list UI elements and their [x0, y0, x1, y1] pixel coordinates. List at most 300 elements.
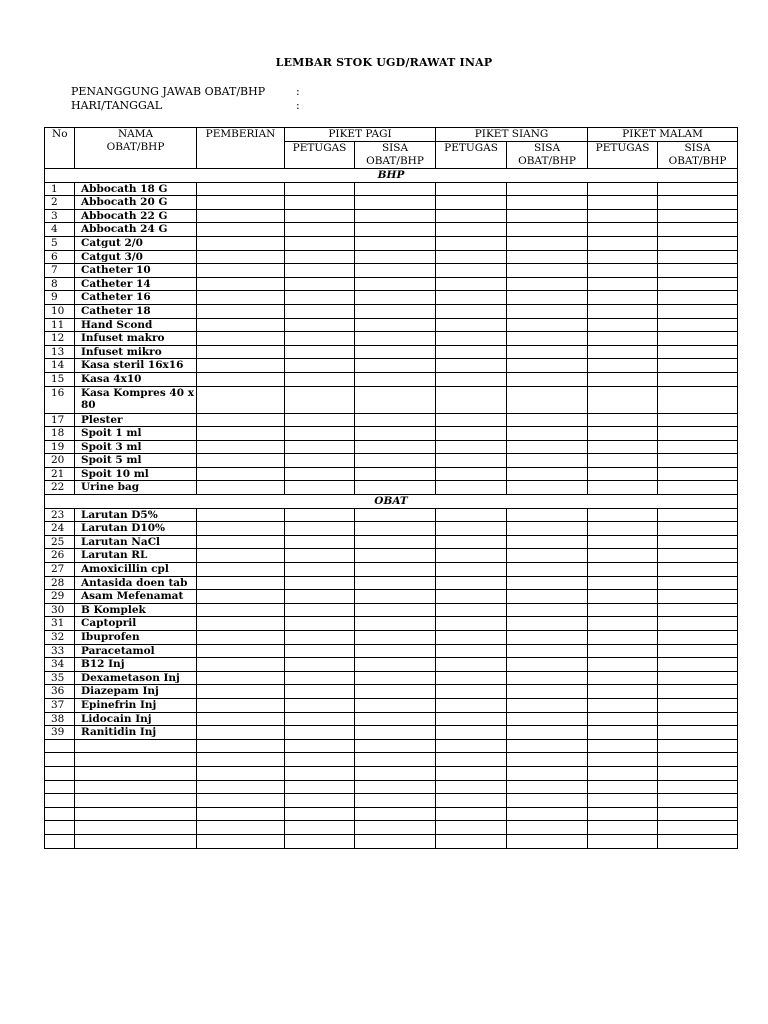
cell-malam-petugas[interactable] — [588, 712, 658, 726]
cell-siang-petugas[interactable] — [436, 658, 507, 672]
cell-malam-petugas[interactable] — [588, 467, 658, 481]
cell-pagi-sisa[interactable] — [355, 182, 436, 196]
cell-malam-sisa[interactable] — [658, 603, 738, 617]
cell-pagi-sisa[interactable] — [355, 291, 436, 305]
cell-malam-petugas[interactable] — [588, 726, 658, 740]
cell-pagi-sisa[interactable] — [355, 454, 436, 468]
cell-malam-sisa[interactable] — [658, 726, 738, 740]
cell-pagi-sisa[interactable] — [355, 712, 436, 726]
cell-pagi-petugas[interactable] — [285, 807, 355, 821]
cell-siang-sisa[interactable] — [507, 821, 588, 835]
cell-siang-petugas[interactable] — [436, 427, 507, 441]
cell-pemberian[interactable] — [197, 631, 285, 645]
cell-siang-sisa[interactable] — [507, 780, 588, 794]
cell-malam-sisa[interactable] — [658, 386, 738, 413]
cell-siang-sisa[interactable] — [507, 698, 588, 712]
cell-pagi-petugas[interactable] — [285, 345, 355, 359]
cell-pagi-petugas[interactable] — [285, 726, 355, 740]
cell-malam-sisa[interactable] — [658, 821, 738, 835]
cell-siang-petugas[interactable] — [436, 264, 507, 278]
cell-pagi-petugas[interactable] — [285, 671, 355, 685]
cell-siang-petugas[interactable] — [436, 318, 507, 332]
cell-pagi-sisa[interactable] — [355, 481, 436, 495]
cell-malam-sisa[interactable] — [658, 291, 738, 305]
cell-pagi-petugas[interactable] — [285, 291, 355, 305]
cell-malam-sisa[interactable] — [658, 780, 738, 794]
cell-malam-sisa[interactable] — [658, 590, 738, 604]
cell-siang-sisa[interactable] — [507, 617, 588, 631]
cell-pagi-petugas[interactable] — [285, 712, 355, 726]
cell-siang-sisa[interactable] — [507, 440, 588, 454]
cell-pemberian[interactable] — [197, 467, 285, 481]
cell-pagi-petugas[interactable] — [285, 794, 355, 808]
cell-malam-sisa[interactable] — [658, 617, 738, 631]
cell-siang-petugas[interactable] — [436, 345, 507, 359]
cell-pemberian[interactable] — [197, 454, 285, 468]
cell-pagi-sisa[interactable] — [355, 277, 436, 291]
cell-malam-petugas[interactable] — [588, 631, 658, 645]
cell-pagi-sisa[interactable] — [355, 304, 436, 318]
cell-malam-petugas[interactable] — [588, 576, 658, 590]
cell-siang-sisa[interactable] — [507, 481, 588, 495]
cell-pemberian[interactable] — [197, 332, 285, 346]
cell-siang-petugas[interactable] — [436, 454, 507, 468]
cell-siang-sisa[interactable] — [507, 427, 588, 441]
cell-malam-petugas[interactable] — [588, 182, 658, 196]
cell-malam-petugas[interactable] — [588, 481, 658, 495]
cell-pagi-sisa[interactable] — [355, 467, 436, 481]
cell-malam-sisa[interactable] — [658, 427, 738, 441]
cell-siang-sisa[interactable] — [507, 766, 588, 780]
cell-siang-sisa[interactable] — [507, 631, 588, 645]
cell-pagi-petugas[interactable] — [285, 332, 355, 346]
cell-pemberian[interactable] — [197, 182, 285, 196]
cell-pagi-sisa[interactable] — [355, 440, 436, 454]
cell-siang-petugas[interactable] — [436, 603, 507, 617]
cell-siang-petugas[interactable] — [436, 291, 507, 305]
cell-malam-sisa[interactable] — [658, 563, 738, 577]
cell-pemberian[interactable] — [197, 372, 285, 386]
cell-siang-petugas[interactable] — [436, 644, 507, 658]
cell-pemberian[interactable] — [197, 766, 285, 780]
cell-pagi-sisa[interactable] — [355, 631, 436, 645]
cell-name[interactable] — [75, 834, 197, 848]
cell-siang-sisa[interactable] — [507, 277, 588, 291]
cell-malam-petugas[interactable] — [588, 196, 658, 210]
cell-malam-sisa[interactable] — [658, 807, 738, 821]
cell-pagi-sisa[interactable] — [355, 617, 436, 631]
cell-siang-sisa[interactable] — [507, 794, 588, 808]
cell-pagi-petugas[interactable] — [285, 413, 355, 427]
cell-malam-sisa[interactable] — [658, 440, 738, 454]
cell-no[interactable] — [45, 780, 75, 794]
cell-malam-sisa[interactable] — [658, 304, 738, 318]
cell-siang-sisa[interactable] — [507, 549, 588, 563]
cell-name[interactable] — [75, 753, 197, 767]
cell-malam-sisa[interactable] — [658, 753, 738, 767]
cell-pagi-sisa[interactable] — [355, 223, 436, 237]
cell-malam-sisa[interactable] — [658, 522, 738, 536]
cell-siang-petugas[interactable] — [436, 522, 507, 536]
cell-pemberian[interactable] — [197, 264, 285, 278]
cell-pagi-sisa[interactable] — [355, 535, 436, 549]
cell-malam-petugas[interactable] — [588, 563, 658, 577]
cell-siang-sisa[interactable] — [507, 182, 588, 196]
cell-malam-sisa[interactable] — [658, 631, 738, 645]
cell-pagi-petugas[interactable] — [285, 440, 355, 454]
cell-pagi-petugas[interactable] — [285, 535, 355, 549]
cell-pagi-sisa[interactable] — [355, 508, 436, 522]
cell-pagi-petugas[interactable] — [285, 427, 355, 441]
cell-siang-petugas[interactable] — [436, 413, 507, 427]
cell-pagi-sisa[interactable] — [355, 658, 436, 672]
cell-pemberian[interactable] — [197, 576, 285, 590]
cell-siang-petugas[interactable] — [436, 359, 507, 373]
cell-pemberian[interactable] — [197, 209, 285, 223]
cell-malam-sisa[interactable] — [658, 182, 738, 196]
cell-siang-sisa[interactable] — [507, 712, 588, 726]
cell-malam-petugas[interactable] — [588, 753, 658, 767]
cell-pagi-sisa[interactable] — [355, 780, 436, 794]
cell-siang-petugas[interactable] — [436, 386, 507, 413]
cell-pemberian[interactable] — [197, 807, 285, 821]
cell-malam-sisa[interactable] — [658, 196, 738, 210]
cell-siang-sisa[interactable] — [507, 209, 588, 223]
cell-pagi-sisa[interactable] — [355, 209, 436, 223]
cell-siang-petugas[interactable] — [436, 467, 507, 481]
cell-malam-petugas[interactable] — [588, 508, 658, 522]
cell-pagi-petugas[interactable] — [285, 685, 355, 699]
cell-pagi-sisa[interactable] — [355, 372, 436, 386]
cell-pagi-sisa[interactable] — [355, 685, 436, 699]
cell-pagi-sisa[interactable] — [355, 766, 436, 780]
cell-pemberian[interactable] — [197, 196, 285, 210]
cell-pemberian[interactable] — [197, 508, 285, 522]
cell-pagi-sisa[interactable] — [355, 726, 436, 740]
cell-malam-petugas[interactable] — [588, 590, 658, 604]
cell-malam-petugas[interactable] — [588, 807, 658, 821]
cell-malam-petugas[interactable] — [588, 236, 658, 250]
cell-pemberian[interactable] — [197, 359, 285, 373]
cell-pemberian[interactable] — [197, 726, 285, 740]
cell-siang-sisa[interactable] — [507, 236, 588, 250]
cell-malam-petugas[interactable] — [588, 617, 658, 631]
cell-pagi-petugas[interactable] — [285, 250, 355, 264]
cell-siang-sisa[interactable] — [507, 603, 588, 617]
cell-pagi-petugas[interactable] — [285, 698, 355, 712]
cell-no[interactable] — [45, 834, 75, 848]
cell-pemberian[interactable] — [197, 250, 285, 264]
cell-pemberian[interactable] — [197, 304, 285, 318]
cell-siang-petugas[interactable] — [436, 250, 507, 264]
cell-malam-sisa[interactable] — [658, 413, 738, 427]
cell-siang-sisa[interactable] — [507, 413, 588, 427]
cell-pemberian[interactable] — [197, 522, 285, 536]
cell-siang-petugas[interactable] — [436, 196, 507, 210]
cell-name[interactable] — [75, 807, 197, 821]
cell-malam-sisa[interactable] — [658, 766, 738, 780]
cell-malam-petugas[interactable] — [588, 440, 658, 454]
cell-pemberian[interactable] — [197, 413, 285, 427]
cell-malam-petugas[interactable] — [588, 427, 658, 441]
cell-pagi-petugas[interactable] — [285, 359, 355, 373]
cell-pemberian[interactable] — [197, 658, 285, 672]
cell-siang-petugas[interactable] — [436, 508, 507, 522]
cell-siang-sisa[interactable] — [507, 590, 588, 604]
cell-malam-sisa[interactable] — [658, 250, 738, 264]
cell-pemberian[interactable] — [197, 644, 285, 658]
cell-siang-petugas[interactable] — [436, 712, 507, 726]
cell-malam-sisa[interactable] — [658, 644, 738, 658]
cell-pemberian[interactable] — [197, 345, 285, 359]
cell-pagi-petugas[interactable] — [285, 766, 355, 780]
cell-no[interactable] — [45, 766, 75, 780]
cell-malam-sisa[interactable] — [658, 712, 738, 726]
cell-no[interactable] — [45, 807, 75, 821]
cell-malam-sisa[interactable] — [658, 508, 738, 522]
cell-malam-petugas[interactable] — [588, 685, 658, 699]
cell-pagi-petugas[interactable] — [285, 631, 355, 645]
cell-pemberian[interactable] — [197, 236, 285, 250]
cell-malam-petugas[interactable] — [588, 454, 658, 468]
cell-malam-petugas[interactable] — [588, 739, 658, 753]
cell-pagi-petugas[interactable] — [285, 739, 355, 753]
cell-siang-petugas[interactable] — [436, 766, 507, 780]
cell-malam-petugas[interactable] — [588, 277, 658, 291]
cell-malam-petugas[interactable] — [588, 332, 658, 346]
cell-siang-petugas[interactable] — [436, 726, 507, 740]
cell-pemberian[interactable] — [197, 698, 285, 712]
cell-pagi-petugas[interactable] — [285, 563, 355, 577]
cell-pagi-sisa[interactable] — [355, 250, 436, 264]
cell-siang-petugas[interactable] — [436, 481, 507, 495]
cell-malam-petugas[interactable] — [588, 834, 658, 848]
cell-pagi-petugas[interactable] — [285, 182, 355, 196]
cell-malam-sisa[interactable] — [658, 739, 738, 753]
cell-malam-petugas[interactable] — [588, 386, 658, 413]
cell-pagi-sisa[interactable] — [355, 794, 436, 808]
cell-pagi-petugas[interactable] — [285, 834, 355, 848]
cell-pagi-petugas[interactable] — [285, 277, 355, 291]
cell-siang-petugas[interactable] — [436, 549, 507, 563]
cell-pagi-petugas[interactable] — [285, 821, 355, 835]
cell-no[interactable] — [45, 821, 75, 835]
cell-pemberian[interactable] — [197, 386, 285, 413]
cell-malam-sisa[interactable] — [658, 345, 738, 359]
cell-pagi-sisa[interactable] — [355, 264, 436, 278]
cell-pagi-petugas[interactable] — [285, 658, 355, 672]
cell-malam-sisa[interactable] — [658, 549, 738, 563]
cell-pemberian[interactable] — [197, 440, 285, 454]
cell-pagi-sisa[interactable] — [355, 386, 436, 413]
cell-malam-petugas[interactable] — [588, 535, 658, 549]
cell-malam-sisa[interactable] — [658, 834, 738, 848]
cell-siang-sisa[interactable] — [507, 386, 588, 413]
cell-siang-petugas[interactable] — [436, 617, 507, 631]
cell-siang-petugas[interactable] — [436, 834, 507, 848]
cell-pagi-sisa[interactable] — [355, 807, 436, 821]
cell-malam-sisa[interactable] — [658, 658, 738, 672]
cell-pagi-sisa[interactable] — [355, 196, 436, 210]
cell-siang-sisa[interactable] — [507, 359, 588, 373]
cell-malam-sisa[interactable] — [658, 318, 738, 332]
cell-pagi-sisa[interactable] — [355, 603, 436, 617]
cell-pagi-petugas[interactable] — [285, 264, 355, 278]
cell-pagi-sisa[interactable] — [355, 834, 436, 848]
cell-malam-petugas[interactable] — [588, 821, 658, 835]
cell-siang-sisa[interactable] — [507, 563, 588, 577]
cell-pemberian[interactable] — [197, 481, 285, 495]
cell-pemberian[interactable] — [197, 617, 285, 631]
cell-siang-sisa[interactable] — [507, 467, 588, 481]
cell-pemberian[interactable] — [197, 223, 285, 237]
cell-pagi-sisa[interactable] — [355, 345, 436, 359]
cell-malam-sisa[interactable] — [658, 236, 738, 250]
cell-pagi-petugas[interactable] — [285, 318, 355, 332]
cell-siang-petugas[interactable] — [436, 821, 507, 835]
cell-siang-sisa[interactable] — [507, 671, 588, 685]
cell-pagi-sisa[interactable] — [355, 522, 436, 536]
cell-malam-petugas[interactable] — [588, 658, 658, 672]
cell-malam-sisa[interactable] — [658, 698, 738, 712]
cell-malam-sisa[interactable] — [658, 209, 738, 223]
cell-malam-petugas[interactable] — [588, 698, 658, 712]
cell-malam-petugas[interactable] — [588, 345, 658, 359]
cell-siang-petugas[interactable] — [436, 807, 507, 821]
cell-siang-sisa[interactable] — [507, 332, 588, 346]
cell-pagi-petugas[interactable] — [285, 209, 355, 223]
cell-siang-sisa[interactable] — [507, 291, 588, 305]
cell-malam-sisa[interactable] — [658, 454, 738, 468]
cell-pemberian[interactable] — [197, 794, 285, 808]
cell-siang-petugas[interactable] — [436, 332, 507, 346]
cell-pemberian[interactable] — [197, 834, 285, 848]
cell-siang-sisa[interactable] — [507, 644, 588, 658]
cell-siang-petugas[interactable] — [436, 277, 507, 291]
cell-siang-petugas[interactable] — [436, 535, 507, 549]
cell-siang-sisa[interactable] — [507, 726, 588, 740]
cell-malam-petugas[interactable] — [588, 603, 658, 617]
cell-pemberian[interactable] — [197, 712, 285, 726]
cell-pagi-petugas[interactable] — [285, 386, 355, 413]
cell-pagi-sisa[interactable] — [355, 739, 436, 753]
cell-malam-petugas[interactable] — [588, 522, 658, 536]
cell-pagi-sisa[interactable] — [355, 698, 436, 712]
cell-siang-petugas[interactable] — [436, 671, 507, 685]
cell-pagi-sisa[interactable] — [355, 427, 436, 441]
cell-siang-sisa[interactable] — [507, 739, 588, 753]
cell-siang-sisa[interactable] — [507, 372, 588, 386]
cell-malam-sisa[interactable] — [658, 685, 738, 699]
cell-siang-petugas[interactable] — [436, 182, 507, 196]
cell-pagi-petugas[interactable] — [285, 196, 355, 210]
cell-malam-sisa[interactable] — [658, 359, 738, 373]
cell-pagi-petugas[interactable] — [285, 780, 355, 794]
cell-siang-sisa[interactable] — [507, 522, 588, 536]
cell-pagi-petugas[interactable] — [285, 522, 355, 536]
cell-malam-petugas[interactable] — [588, 413, 658, 427]
cell-pagi-petugas[interactable] — [285, 467, 355, 481]
cell-malam-sisa[interactable] — [658, 481, 738, 495]
cell-siang-petugas[interactable] — [436, 780, 507, 794]
cell-siang-petugas[interactable] — [436, 590, 507, 604]
cell-pagi-petugas[interactable] — [285, 753, 355, 767]
cell-malam-sisa[interactable] — [658, 332, 738, 346]
cell-pagi-petugas[interactable] — [285, 549, 355, 563]
cell-siang-sisa[interactable] — [507, 196, 588, 210]
cell-malam-petugas[interactable] — [588, 264, 658, 278]
cell-malam-petugas[interactable] — [588, 359, 658, 373]
cell-siang-sisa[interactable] — [507, 834, 588, 848]
cell-name[interactable] — [75, 739, 197, 753]
cell-name[interactable] — [75, 780, 197, 794]
cell-no[interactable] — [45, 739, 75, 753]
cell-malam-sisa[interactable] — [658, 223, 738, 237]
cell-pemberian[interactable] — [197, 563, 285, 577]
cell-pemberian[interactable] — [197, 685, 285, 699]
cell-siang-petugas[interactable] — [436, 563, 507, 577]
cell-siang-petugas[interactable] — [436, 236, 507, 250]
cell-malam-petugas[interactable] — [588, 794, 658, 808]
cell-pagi-sisa[interactable] — [355, 563, 436, 577]
cell-siang-petugas[interactable] — [436, 631, 507, 645]
cell-pagi-sisa[interactable] — [355, 549, 436, 563]
cell-pemberian[interactable] — [197, 603, 285, 617]
cell-pagi-petugas[interactable] — [285, 603, 355, 617]
cell-malam-petugas[interactable] — [588, 209, 658, 223]
cell-siang-petugas[interactable] — [436, 440, 507, 454]
cell-malam-petugas[interactable] — [588, 304, 658, 318]
cell-pemberian[interactable] — [197, 590, 285, 604]
cell-siang-sisa[interactable] — [507, 304, 588, 318]
cell-siang-petugas[interactable] — [436, 576, 507, 590]
cell-siang-petugas[interactable] — [436, 753, 507, 767]
cell-malam-petugas[interactable] — [588, 372, 658, 386]
cell-siang-sisa[interactable] — [507, 508, 588, 522]
cell-pagi-petugas[interactable] — [285, 508, 355, 522]
cell-pagi-sisa[interactable] — [355, 359, 436, 373]
cell-pagi-petugas[interactable] — [285, 644, 355, 658]
cell-pagi-sisa[interactable] — [355, 590, 436, 604]
cell-malam-sisa[interactable] — [658, 794, 738, 808]
cell-siang-sisa[interactable] — [507, 264, 588, 278]
cell-malam-sisa[interactable] — [658, 372, 738, 386]
cell-siang-petugas[interactable] — [436, 372, 507, 386]
cell-name[interactable] — [75, 821, 197, 835]
cell-pagi-petugas[interactable] — [285, 454, 355, 468]
cell-malam-sisa[interactable] — [658, 576, 738, 590]
cell-pemberian[interactable] — [197, 821, 285, 835]
cell-siang-sisa[interactable] — [507, 753, 588, 767]
cell-pemberian[interactable] — [197, 780, 285, 794]
cell-name[interactable] — [75, 766, 197, 780]
cell-siang-sisa[interactable] — [507, 807, 588, 821]
cell-malam-petugas[interactable] — [588, 318, 658, 332]
cell-pemberian[interactable] — [197, 753, 285, 767]
cell-pemberian[interactable] — [197, 671, 285, 685]
cell-malam-petugas[interactable] — [588, 250, 658, 264]
cell-siang-sisa[interactable] — [507, 576, 588, 590]
cell-pagi-sisa[interactable] — [355, 671, 436, 685]
cell-siang-petugas[interactable] — [436, 685, 507, 699]
cell-pagi-petugas[interactable] — [285, 590, 355, 604]
cell-malam-petugas[interactable] — [588, 291, 658, 305]
cell-pagi-sisa[interactable] — [355, 318, 436, 332]
cell-siang-sisa[interactable] — [507, 223, 588, 237]
cell-pagi-sisa[interactable] — [355, 576, 436, 590]
cell-malam-sisa[interactable] — [658, 535, 738, 549]
cell-malam-sisa[interactable] — [658, 671, 738, 685]
